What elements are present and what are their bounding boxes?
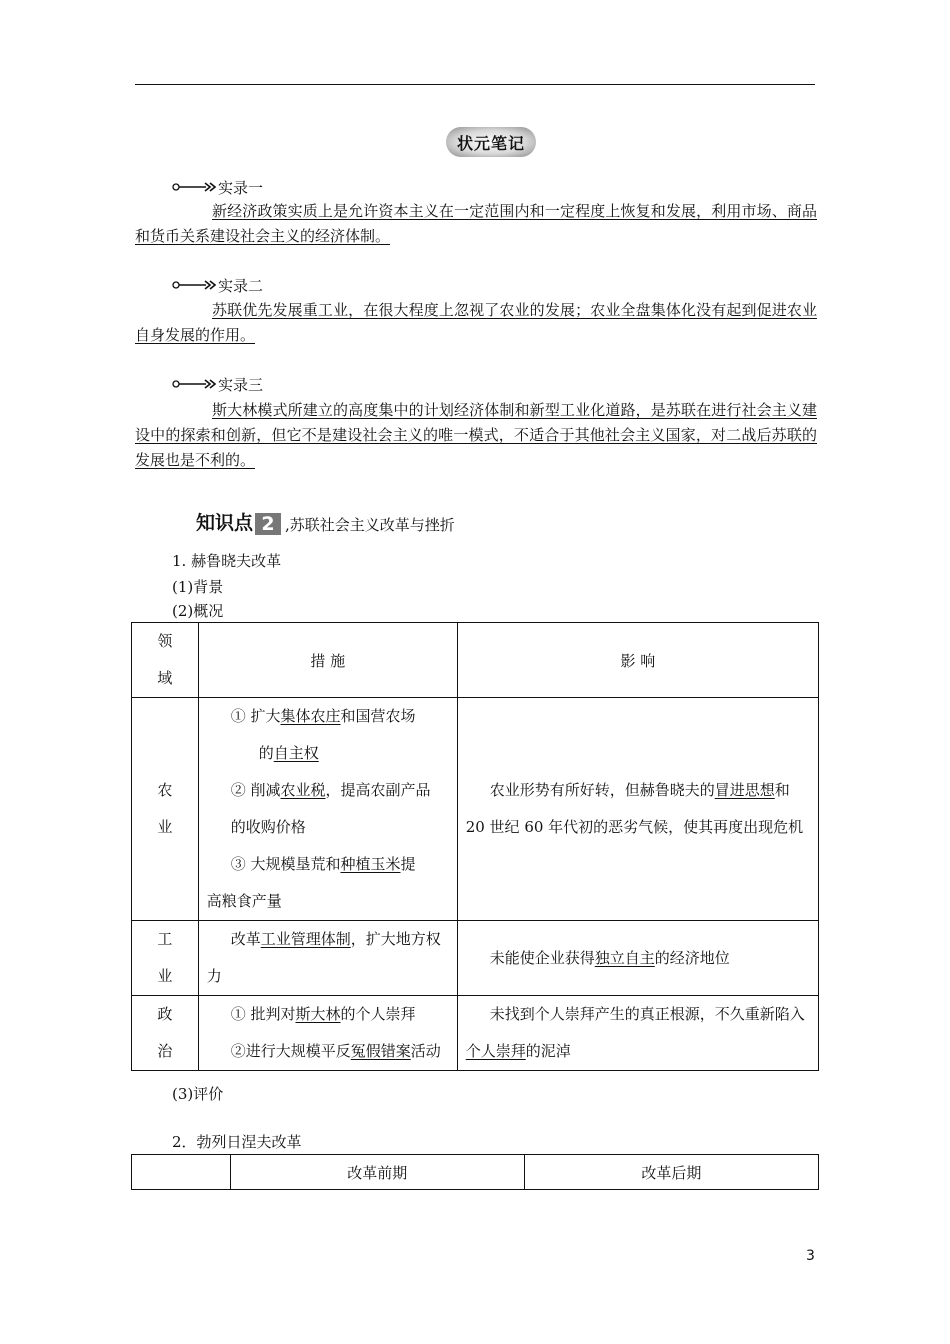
section-badge: 状元笔记 <box>446 127 536 157</box>
field-agriculture: 农 业 <box>132 698 199 921</box>
section-1-background: (1)背景 <box>172 578 224 596</box>
brezhnev-reform-table <box>131 1154 819 1190</box>
table-row-politics <box>132 996 819 1071</box>
measures-industry: 改革工业管理体制，扩大地方权力 <box>198 921 457 996</box>
record-2-text: 苏联优先发展重工业，在很大程度上忽视了农业的发展；农业全盘集体化没有起到促进农业自身发展的作用。 <box>135 301 817 344</box>
header-early-period: 改革前期 <box>230 1155 524 1190</box>
page-number: 3 <box>806 1248 815 1264</box>
arrow-bullet-icon <box>172 379 216 389</box>
field-industry: 工 业 <box>132 921 199 996</box>
section-2-heading: 2．勃列日涅夫改革 <box>172 1133 302 1151</box>
table-header-row <box>132 623 819 698</box>
table-row-agriculture <box>132 698 819 921</box>
header-rule <box>135 84 815 85</box>
measures-politics: ① 批判对斯大林的个人崇拜 ②进行大规模平反冤假错案活动 <box>198 996 457 1071</box>
record-3-text: 斯大林模式所建立的高度集中的计划经济体制和新型工业化道路，是苏联在进行社会主义建设中的探索和创新，但它不是建设社会主义的唯一模式，不适合于其他社会主义国家，对二战后苏联的发展也是不利的。 <box>135 401 817 469</box>
section-1-overview: (2)概况 <box>172 602 224 620</box>
section-1-evaluation: (3)评价 <box>172 1085 224 1103</box>
header-impact: 影 响 <box>457 623 818 698</box>
header-blank <box>132 1155 231 1190</box>
knowledge-point-title: ,苏联社会主义改革与挫折 <box>285 516 455 534</box>
record-1-heading <box>172 177 263 197</box>
field-politics: 政 治 <box>132 996 199 1071</box>
record-2-heading <box>172 275 263 295</box>
record-3-label: 实录三 <box>218 375 264 394</box>
knowledge-point-number: 2 <box>255 513 281 535</box>
record-3-heading <box>172 374 263 394</box>
header-late-period: 改革后期 <box>524 1155 818 1190</box>
table-header-row <box>132 1155 819 1190</box>
arrow-bullet-icon <box>172 280 216 290</box>
khrushchev-reform-table <box>131 622 819 1071</box>
impact-industry: 未能使企业获得独立自主的经济地位 <box>457 921 818 996</box>
header-measures: 措 施 <box>198 623 457 698</box>
record-2-label: 实录二 <box>218 276 264 295</box>
header-field: 领 域 <box>132 623 199 698</box>
knowledge-point-heading <box>196 508 455 535</box>
knowledge-point-label: 知识点 <box>196 512 254 534</box>
section-1-heading: 1. 赫鲁晓夫改革 <box>172 552 282 570</box>
table-row-industry <box>132 921 819 996</box>
record-1-label: 实录一 <box>218 178 264 197</box>
impact-agriculture: 农业形势有所好转，但赫鲁晓夫的冒进思想和 20 世纪 60 年代初的恶劣气候，使其再度出现危机 <box>457 698 818 921</box>
impact-politics: 未找到个人崇拜产生的真正根源，不久重新陷入个人崇拜的泥淖 <box>457 996 818 1071</box>
measures-agriculture: ① 扩大集体农庄和国营农场 的自主权 ② 削减农业税，提高农副产品 的收购价格 ③ 大规模垦荒和种植玉米提 高粮食产量 <box>198 698 457 921</box>
arrow-bullet-icon <box>172 182 216 192</box>
record-1-text: 新经济政策实质上是允许资本主义在一定范围内和一定程度上恢复和发展，利用市场、商品和货币关系建设社会主义的经济体制。 <box>135 202 817 245</box>
